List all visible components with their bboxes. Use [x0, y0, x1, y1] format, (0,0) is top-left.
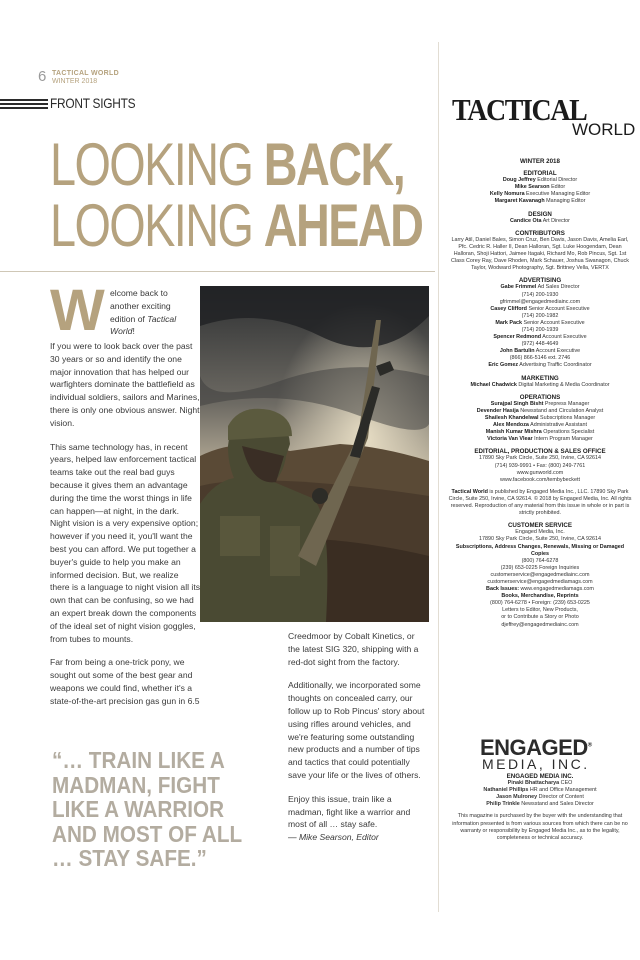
customer-service-heading: CUSTOMER SERVICE	[507, 522, 573, 530]
cs-subscriptions-heading: Subscriptions, Address Changes, Renewals, Missing or Damaged Copies	[455, 543, 625, 557]
staff-phone: (866) 866-5146 ext. 2746	[509, 355, 571, 362]
cs-email[interactable]: customerservice@engagedmediainc.com	[490, 571, 590, 578]
engaged-media-logo: ENGAGED®	[480, 735, 592, 760]
disclaimer: This magazine is purchased by the buyer with the understanding that information presented is from various sources from which there can be no warranty or responsibility by Engaged Media Inc., as to the legality, completeness or technical accuracy.	[452, 813, 628, 841]
headline-line-2	[50, 192, 423, 259]
section-lines-decoration	[0, 99, 48, 111]
marketing-heading: MARKETING	[521, 374, 559, 382]
masthead	[447, 158, 633, 629]
cs-back-issues: Back Issues: www.engagedmediamags.com	[486, 586, 594, 593]
headline-light-2: LOOKING	[50, 192, 264, 259]
staff-line: Candice Ota Art Director	[510, 217, 570, 224]
cs-company: Engaged Media, Inc.	[515, 529, 565, 536]
cs-letters: Letters to Editor, New Products,	[502, 607, 578, 614]
staff-line: John Bartulin Account Executive	[499, 348, 581, 355]
advertising-heading: ADVERTISING	[518, 277, 562, 285]
staff-line: Spencer Redmond Account Executive	[493, 334, 587, 341]
paragraph: Enjoy this issue, train like a madman, fight like a warrior and most of all … stay safe.	[288, 793, 411, 830]
publication-name: TACTICAL WORLD	[52, 70, 119, 77]
staff-line: Gabe Frimmel Ad Sales Director	[500, 284, 580, 291]
cs-address: 17890 Sky Park Circle, Suite 250, Irvine, CA 92614	[479, 536, 601, 543]
article-intro	[110, 287, 198, 338]
publisher-heading: ENGAGED MEDIA INC.	[506, 773, 574, 780]
magazine-logo-bottom: WORLD	[572, 120, 636, 139]
publication-season: WINTER 2018	[52, 78, 98, 85]
staff-line: Devender Hasija Newsstand and Circulation Analyst	[476, 407, 604, 414]
cs-email[interactable]: customerservice@engagedmediamags.com	[487, 578, 593, 585]
cs-phone-foreign: (239) 653-0225 Foreign Inquiries	[500, 564, 580, 571]
headline-bold-2: AHEAD	[263, 192, 423, 259]
office-website[interactable]: www.gunworld.com	[516, 469, 564, 476]
staff-email: gfrimmel@engagedmediainc.com	[499, 298, 581, 305]
paragraph: Additionally, we incorporated some thoughts on concealed carry, our follow up to Rob Pincus' story about using rifles around vehicles, and we're featuring some outstanding new products and a number of tips and tactics that could potentially save your life or the lives of others.	[288, 680, 425, 780]
headline-light-1: LOOKING	[50, 131, 264, 198]
office-phone: (714) 939-9991 • Fax: (800) 249-7761	[494, 462, 586, 469]
cs-phone: (800) 764-6278	[521, 557, 559, 564]
staff-phone: (714) 200-1982	[521, 312, 559, 319]
page-number: 6	[38, 68, 47, 85]
staff-line: Surajpal Singh Bisht Prepress Manager	[490, 400, 590, 407]
staff-phone: (714) 200-1930	[521, 291, 559, 298]
headline-bold-1: BACK,	[263, 131, 405, 198]
drop-cap: W	[50, 278, 105, 343]
office-facebook[interactable]: www.facebook.com/tembybeckett	[500, 476, 580, 483]
staff-line: Margaret Kavanagh Managing Editor	[494, 198, 586, 205]
staff-phone: (972) 448-4649	[521, 341, 559, 348]
staff-line: Nathaniel Phillips HR and Office Management	[483, 787, 597, 794]
contributors-list: Larry Atil, Daniel Bales, Simon Cruz, Ben Davis, Jason Davis, Amelia Earl, Pfc. Cedric R. Haller II, Dean Halloran, Sgt. Luke Hoogendam, Dean Halloran, Shoji Hattori, Jaimee Itagaki, Richard Mo, Rob Pincus, Sgt. 1st Class Corey Ray, Dave Rhoden, Mark Schauer, Joshua Swanagon, Chuck Taylor, Wodward Photography, Sgt. Brittney Vella, VERTX	[451, 236, 629, 272]
staff-line: Philip Trinkle Newsstand and Sales Director	[486, 801, 594, 808]
staff-line: Mark Pack Senior Account Executive	[495, 319, 585, 326]
article-column-1	[50, 340, 200, 719]
design-heading: DESIGN	[528, 210, 552, 218]
intro-text: elcome back to another exciting edition of	[110, 288, 171, 324]
staff-line: Eric Gomez Advertising Traffic Coordinator	[488, 362, 592, 369]
office-address: 17890 Sky Park Circle, Suite 250, Irvine, CA 92614	[479, 455, 601, 462]
legal-notice: Tactical World is published by Engaged Media Inc., LLC. 17890 Sky Park Circle, Suite 250, Irvine, CA 92614. © 2018 by Engaged Media, Inc. All rights reserved. Reproduction of any material from this issue in whole or in part is strictly prohibited.	[448, 488, 632, 517]
staff-line: Victoria Van Vlear Intern Program Manager	[487, 436, 593, 443]
cs-books-heading: Books, Merchandise, Reprints	[501, 593, 579, 600]
signature: — Mike Searson, Editor	[288, 832, 379, 843]
staff-line: Shailesh Khandelwal Subscriptions Manager	[484, 415, 596, 421]
staff-line: Mike Searson Editor	[514, 184, 566, 191]
staff-line: Casey Clifford Senior Account Executive	[490, 305, 590, 312]
paragraph: Far from being a one-trick pony, we sought out some of the best gear and weapons we could find, whether it's a state-of-the-art precision gas gun in 6.5	[50, 657, 200, 706]
editorial-heading: EDITORIAL	[523, 170, 557, 178]
staff-line: Pinaki Bhattacharya CEO	[507, 780, 573, 787]
contributors-heading: CONTRIBUTORS	[515, 229, 565, 237]
publisher-info	[447, 773, 633, 842]
staff-line: Manish Kumar Mishra Operations Specialist	[485, 429, 595, 436]
engaged-media-logo-sub: MEDIA, INC.	[482, 756, 590, 772]
paragraph: Creedmoor by Cobalt Kinetics, or the latest SIG 320, shipping with a red-dot sight from the factory.	[288, 631, 419, 667]
soldier-with-rifle-photo	[200, 286, 429, 622]
section-title: FRONT SIGHTS	[50, 95, 136, 111]
cs-books-phone: (800) 764-6278 • Foreign: (239) 653-0225	[490, 600, 590, 607]
staff-line: Alex Mendoza Administrative Assistant	[492, 422, 588, 429]
headline-line-1	[50, 131, 405, 198]
paragraph: If you were to look back over the past 30 years or so and identify the one major innovation that has helped our warfighters dominate the battlefield as individual soldiers, sailors and Marines, there is only one obvious answer. Night vision.	[50, 341, 200, 428]
operations-heading: OPERATIONS	[519, 393, 561, 401]
intro-end: !	[132, 326, 135, 337]
cs-letters-email[interactable]: djeffrey@engagedmediainc.com	[501, 621, 579, 628]
magazine-logo-top: TACTICAL	[452, 92, 587, 127]
issue-date: WINTER 2018	[520, 158, 560, 165]
cs-letters: or to Contribute a Story or Photo	[501, 614, 579, 621]
column-divider	[438, 42, 439, 912]
pull-quote: “… TRAIN LIKE A MADMAN, FIGHT LIKE A WARRIOR AND MOST OF ALL … STAY SAFE.”	[52, 747, 242, 871]
headline-divider	[0, 271, 435, 272]
paragraph: This same technology has, in recent years, helped law enforcement tactical teams take out the real bad guys because it gives them an advantage during the time the worst things in life can happen—at night, in the dark. Night vision is a very expensive option; however if you need it, you'll want the best you can afford. We put together a buyer's guide to help you make an informed decision. But, we realize there is a language to night vision all its own that can be confusing, so we had an expert break down the components of the ideal set of night vision goggles, from tubes to mounts.	[50, 441, 201, 644]
staff-line: Doug Jeffrey Editorial Director	[502, 177, 578, 184]
intro-magazine-name: Tactical World	[110, 313, 177, 337]
staff-line: Kelly Nomura Executive Managing Editor	[489, 191, 591, 198]
staff-phone: (714) 200-1939	[521, 326, 559, 333]
office-heading: EDITORIAL, PRODUCTION & SALES OFFICE	[474, 448, 606, 456]
article-column-2	[288, 630, 428, 844]
staff-line: Jason Mulroney Director of Content	[496, 794, 584, 801]
staff-line: Michael Chadwick Digital Marketing & Media Coordinator	[470, 381, 610, 388]
